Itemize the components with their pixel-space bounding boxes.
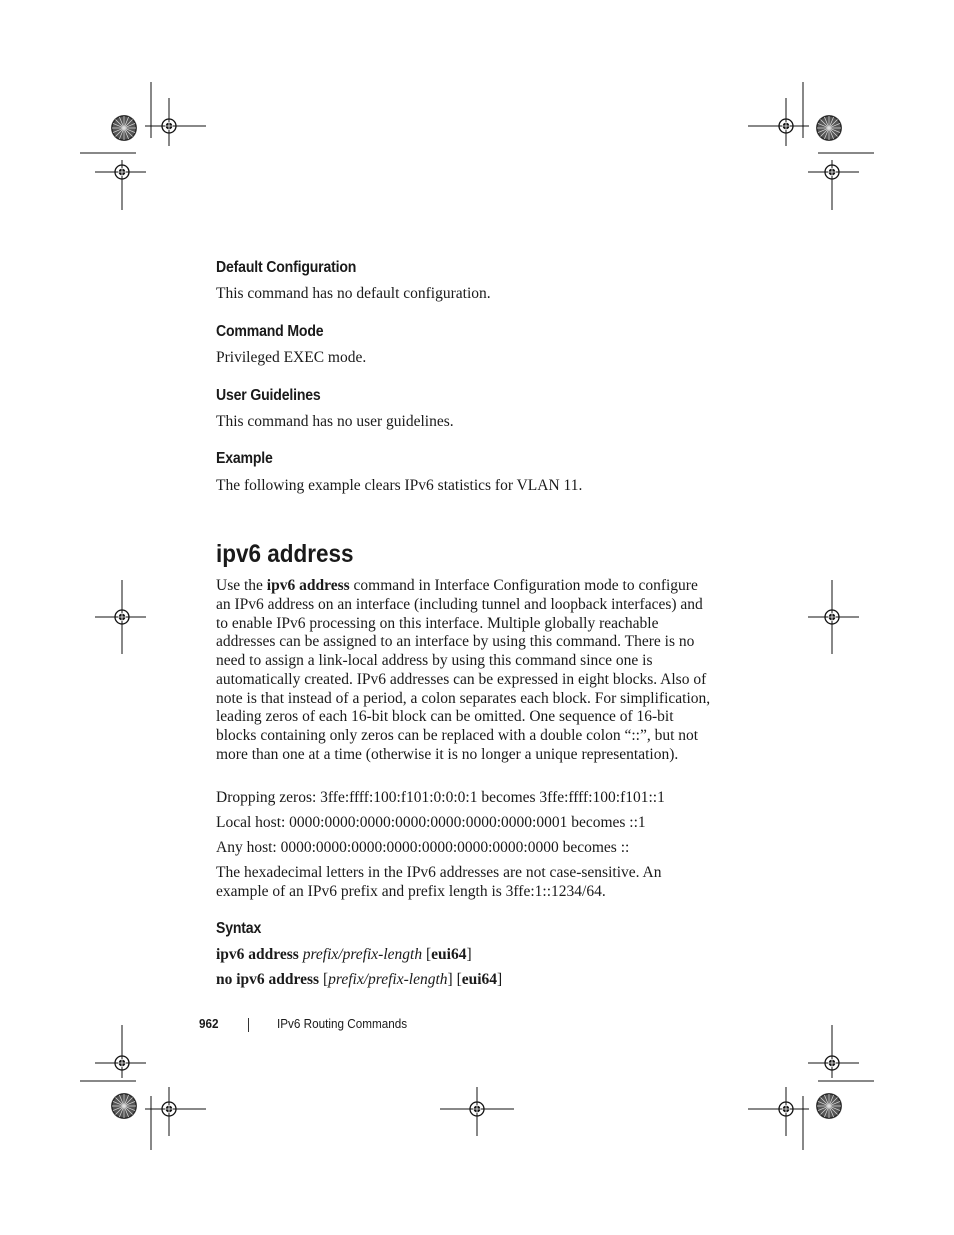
command-title: ipv6 address xyxy=(216,540,354,568)
syntax-heading: Syntax xyxy=(216,920,262,937)
syntax-1-argument: prefix/prefix-length xyxy=(302,946,423,963)
syntax-1-bracket-open: [ xyxy=(425,946,432,963)
syntax-1-bracket-close: ] xyxy=(466,946,472,963)
intro-rest: command in Interface Configuration mode to configure an IPv6 address on an interface (including tunnel and loopback interfaces) and to enable IPv6 processing on this interface. Multiple globally reachable addresses can be assigned to an interface by using this command. There is no need to assign a link-local address by using this command since one is automatically created. IPv6 addresses can be expressed in eight blocks. Also of note is that instead of a period, a colon separates each block. For simplification, leading zeros of each 16-bit block can be omitted. One sequence of 16-bit blocks containing only zeros can be replaced with a double colon “::”, but not more than one at a time (otherwise it is no longer a unique representation). xyxy=(216,577,711,763)
command-mode-heading: Command Mode xyxy=(216,323,324,340)
syntax-line-2 xyxy=(216,971,716,990)
syntax-2-option: eui64 xyxy=(461,971,498,988)
command-mode-text: Privileged EXEC mode. xyxy=(216,349,367,366)
page-number: 962 xyxy=(199,1016,219,1031)
syntax-2-command: no ipv6 address xyxy=(216,971,320,988)
any-host-example: Any host: 0000:0000:0000:0000:0000:0000:0000:0000 becomes :: xyxy=(216,839,630,856)
user-guidelines-text: This command has no user guidelines. xyxy=(216,413,454,430)
syntax-2-argument: prefix/prefix-length xyxy=(328,971,448,988)
syntax-1-command: ipv6 address xyxy=(216,946,299,963)
hex-case-note: The hexadecimal letters in the IPv6 addresses are not case-sensitive. An example of an IPv6 prefix and prefix length is 3ffe:1::1234/64. xyxy=(216,864,662,900)
dropping-zeros-example: Dropping zeros: 3ffe:ffff:100:f101:0:0:0:1 becomes 3ffe:ffff:100:f101::1 xyxy=(216,789,665,806)
syntax-line-1 xyxy=(216,946,716,965)
command-description xyxy=(216,577,716,765)
example-heading: Example xyxy=(216,450,273,467)
intro-prefix: Use the xyxy=(216,577,267,594)
syntax-1-option: eui64 xyxy=(431,946,467,963)
user-guidelines-heading: User Guidelines xyxy=(216,387,321,404)
local-host-example: Local host: 0000:0000:0000:0000:0000:0000:0000:0001 becomes ::1 xyxy=(216,814,646,831)
footer-section-title: IPv6 Routing Commands xyxy=(277,1016,408,1031)
syntax-2-bracket-open-2: [ xyxy=(456,971,462,988)
syntax-2-bracket-close-1: ] xyxy=(447,971,453,988)
syntax-2-bracket-open-1: [ xyxy=(322,971,329,988)
default-configuration-text: This command has no default configuration. xyxy=(216,285,491,302)
example-text: The following example clears IPv6 statistics for VLAN 11. xyxy=(216,477,583,494)
intro-command-name: ipv6 address xyxy=(266,577,350,594)
footer-separator xyxy=(248,1018,249,1032)
default-configuration-heading: Default Configuration xyxy=(216,259,357,276)
syntax-2-bracket-close-2: ] xyxy=(497,971,503,988)
